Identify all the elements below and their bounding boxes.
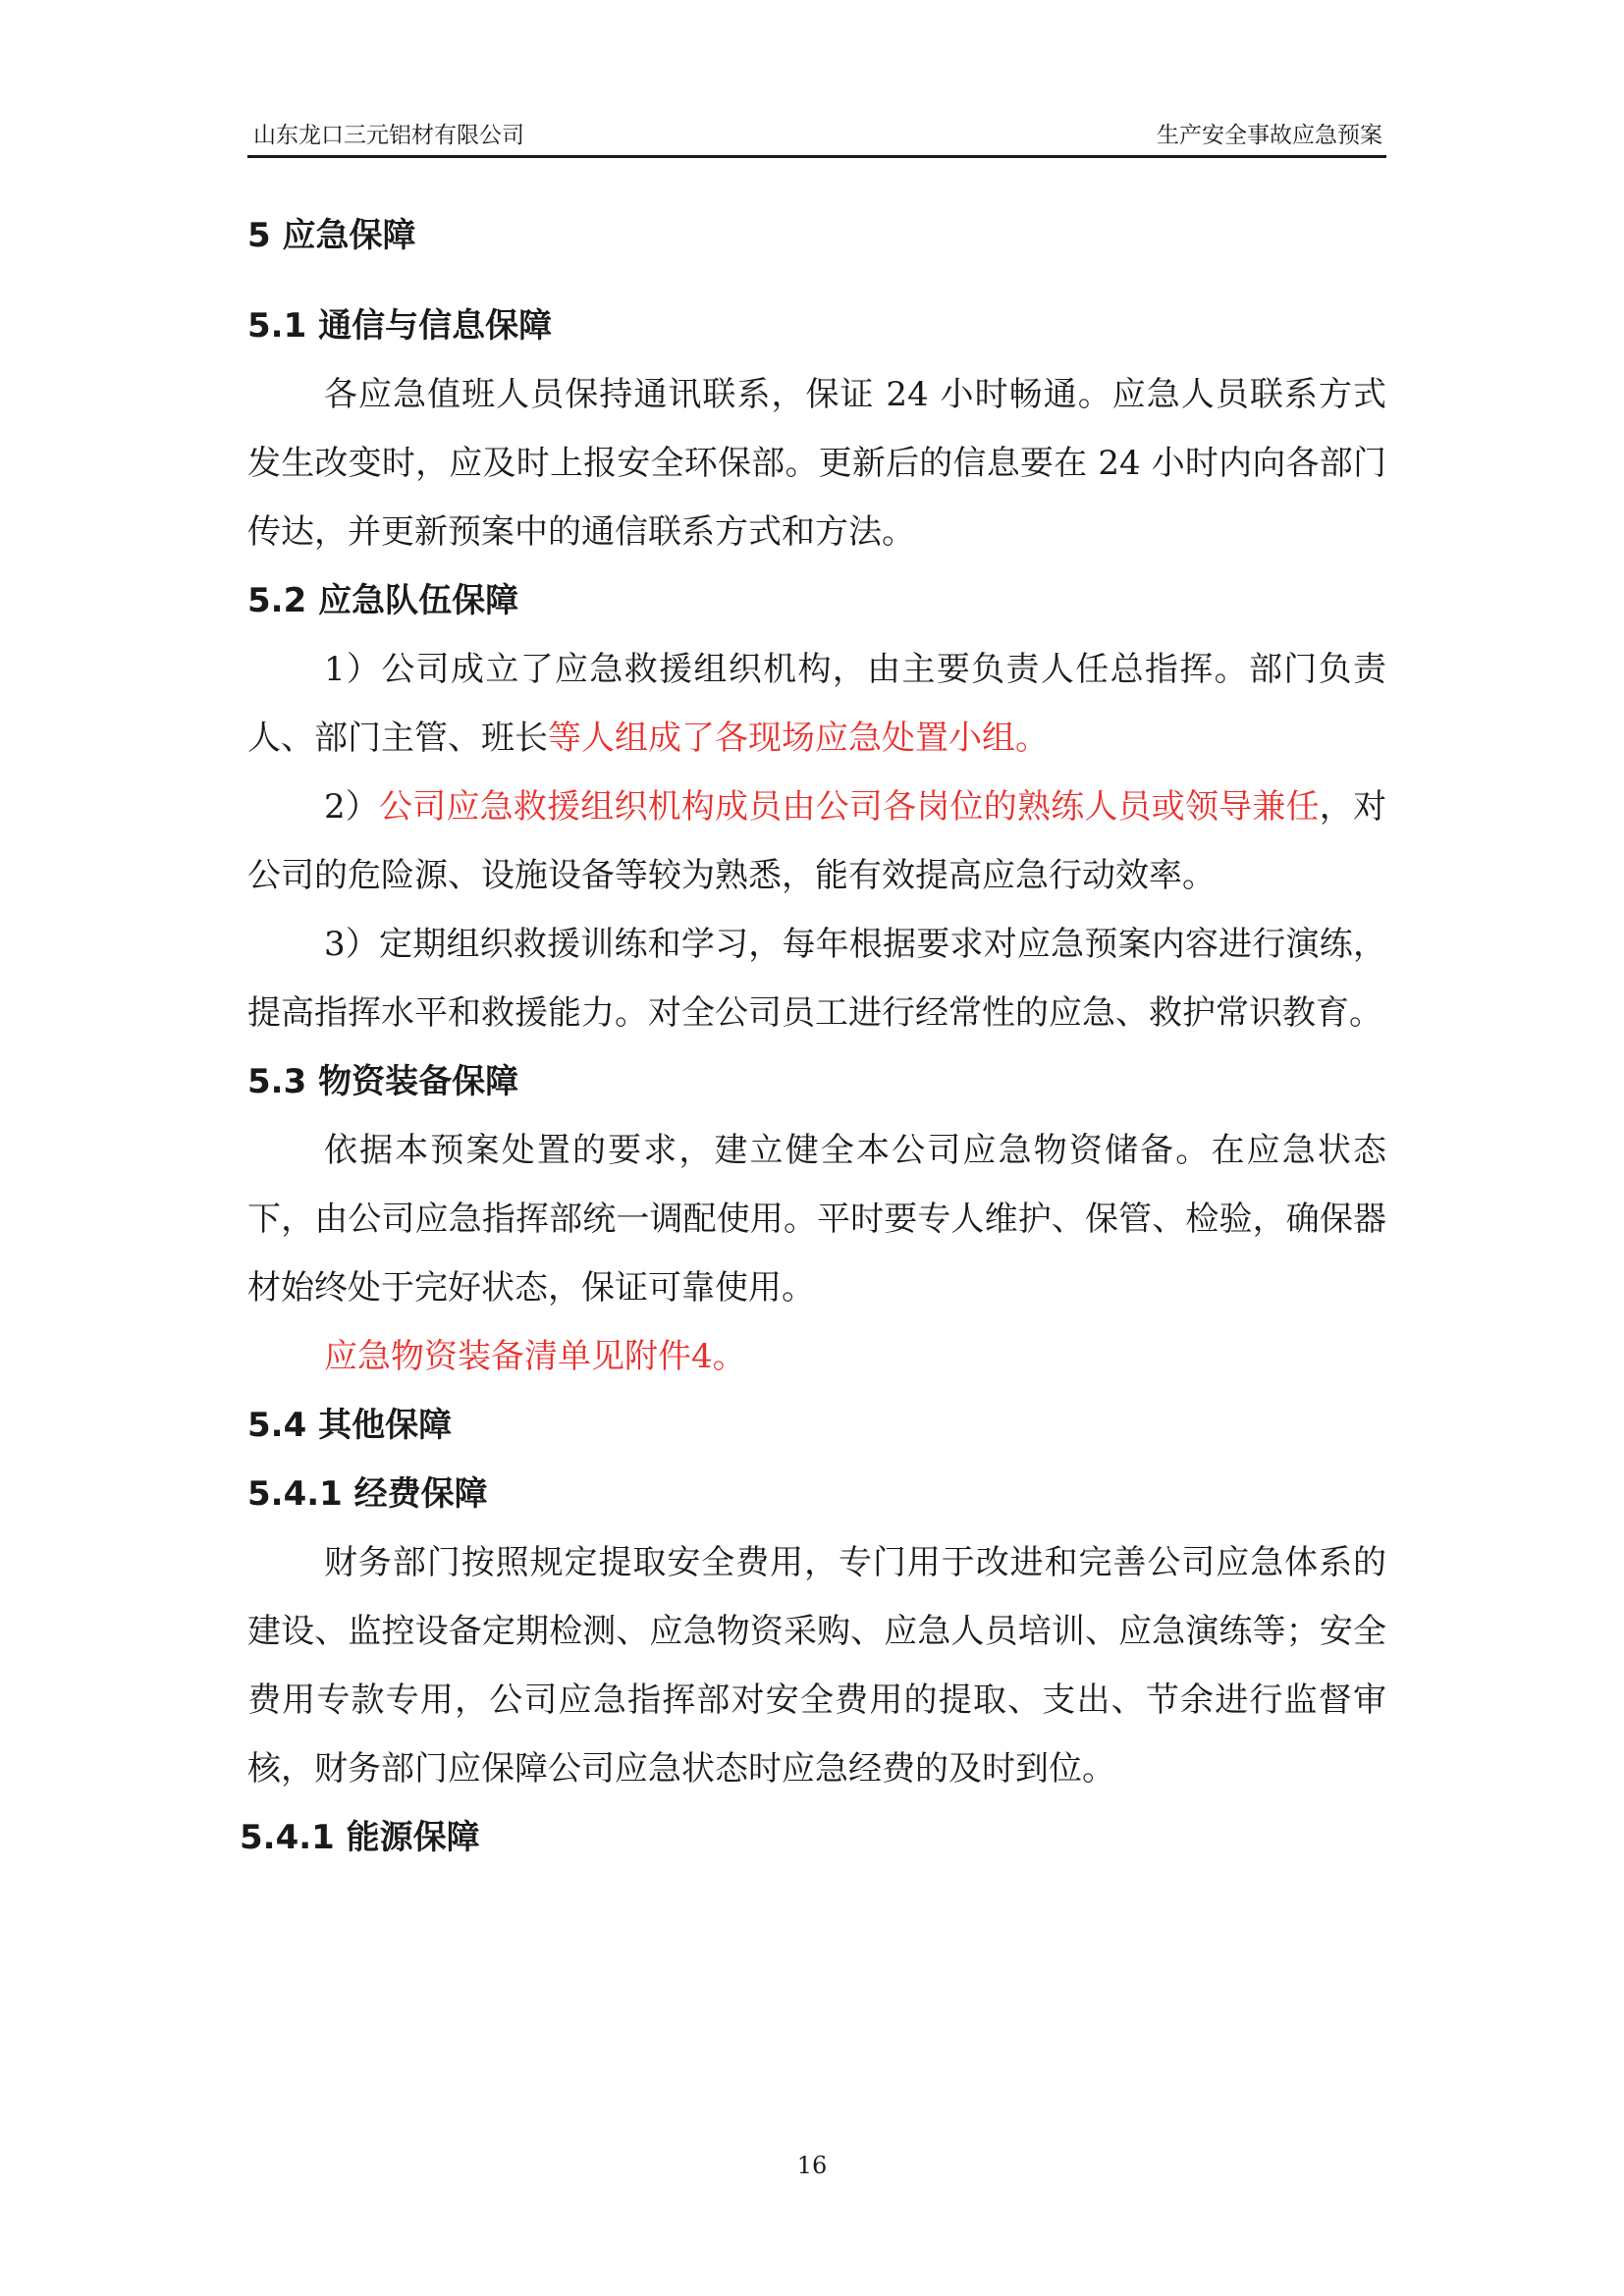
item-2-highlight: 公司应急救援组织机构成员由公司各岗位的熟练人员或领导兼任 — [379, 787, 1320, 827]
page-content — [240, 201, 1387, 1872]
section-5-2-item-3: 3）定期组织救援训练和学习，每年根据要求对应急预案内容进行演练，提高指挥水平和救援能力。对全公司员工进行经常性的应急、救护常识教育。 — [247, 925, 1386, 1033]
page-header — [247, 112, 1386, 158]
section-5-2-heading: 5.2 应急队伍保障 — [247, 581, 519, 620]
page-number: 16 — [796, 2152, 828, 2179]
section-5-2-item-2 — [247, 773, 1386, 910]
section-5-2-item-1 — [247, 635, 1386, 773]
item-2-prefix: 2） — [324, 787, 380, 827]
section-5-heading: 5 应急保障 — [247, 216, 416, 255]
section-5-4-heading: 5.4 其他保障 — [247, 1406, 453, 1445]
section-5-3-attachment-note: 应急物资装备清单见附件4。 — [324, 1337, 746, 1376]
section-5-4-1-paragraph: 财务部门按照规定提取安全费用，专门用于改进和完善公司应急体系的建设、监控设备定期检测、应急物资采购、应急人员培训、应急演练等；安全费用专款专用，公司应急指挥部对安全费用的提取、支出、节余进行监督审核，财务部门应保障公司应急状态时应急经费的及时到位。 — [247, 1543, 1386, 1789]
section-energy-heading: 5.4.1 能源保障 — [240, 1818, 480, 1857]
section-5-4-1-heading: 5.4.1 经费保障 — [247, 1474, 488, 1514]
header-company: 山东龙口三元铝材有限公司 — [253, 123, 524, 148]
section-5-1-paragraph: 各应急值班人员保持通讯联系，保证 24 小时畅通。应急人员联系方式发生改变时，应及时上报安全环保部。更新后的信息要在 24 小时内向各部门传达，并更新预案中的通信联系方式和方法。 — [247, 375, 1386, 552]
item-1-text: 1）公司成立了应急救援组织机构，由主要负责人任总指挥。部门负责人、部门主管、班长 — [247, 650, 1386, 758]
item-2-text: ，对公司的危险源、设施设备等较为熟悉，能有效提高应急行动效率。 — [247, 787, 1387, 895]
section-5-3-paragraph: 依据本预案处置的要求，建立健全本公司应急物资储备。在应急状态下，由公司应急指挥部统一调配使用。平时要专人维护、保管、检验，确保器材始终处于完好状态，保证可靠使用。 — [247, 1131, 1386, 1308]
header-doc-title: 生产安全事故应急预案 — [1157, 123, 1382, 148]
section-5-3-heading: 5.3 物资装备保障 — [247, 1062, 519, 1101]
item-1-highlight: 等人组成了各现场应急处置小组。 — [548, 719, 1049, 758]
section-5-1-heading: 5.1 通信与信息保障 — [247, 306, 553, 346]
